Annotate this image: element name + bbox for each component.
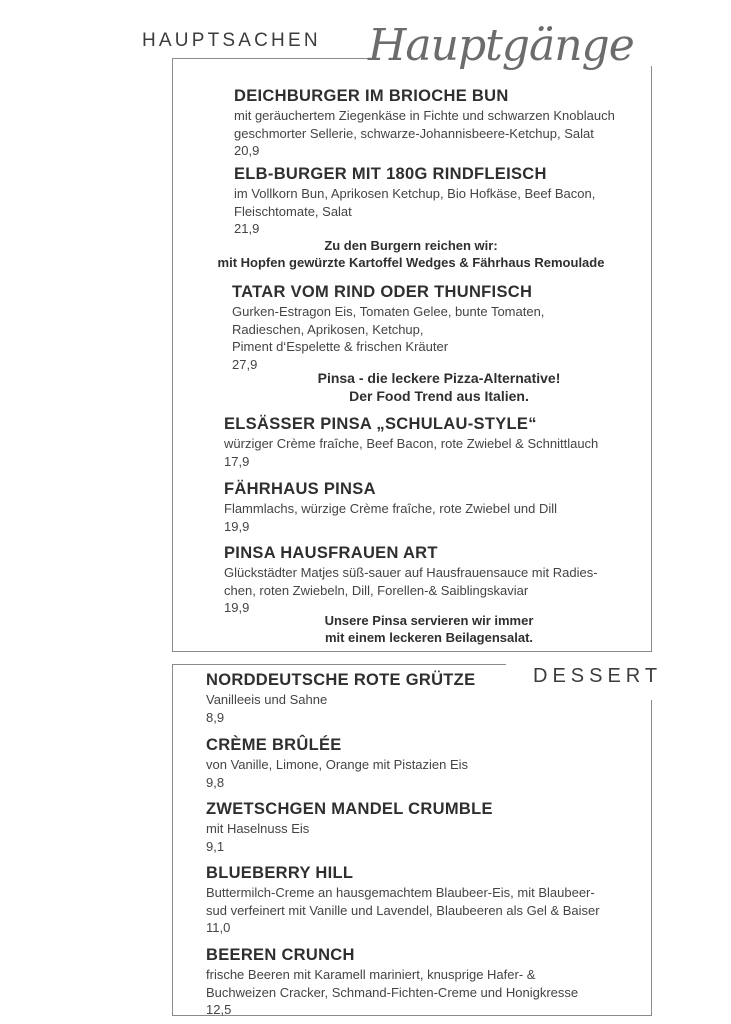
item-title: ELSÄSSER PINSA „SCHULAU-STYLE“	[224, 415, 537, 433]
item-description: von Vanille, Limone, Orange mit Pistazien Eis	[206, 757, 469, 772]
item-description: mit geräuchertem Ziegenkäse in Fichte und schwarzen Knoblauch	[234, 108, 615, 123]
item-description: Vanilleeis und Sahne	[206, 692, 328, 707]
menu-item	[224, 414, 598, 470]
main-script-heading: Hauptgänge	[368, 20, 634, 71]
main-heading: HAUPTSACHEN	[142, 30, 321, 51]
menu-item	[224, 479, 557, 535]
burger-note	[172, 237, 650, 271]
item-description: geschmorter Sellerie, schwarze-Johannisbeere-Ketchup, Salat	[234, 125, 594, 141]
pinsa-note-line: Unsere Pinsa servieren wir immer	[324, 613, 534, 628]
menu-item	[206, 670, 475, 726]
item-price: 11,0	[206, 920, 231, 935]
item-title: TATAR VOM RIND ODER THUNFISCH	[232, 283, 533, 301]
item-description: Buttermilch-Creme an hausgemachtem Blaubeer-Eis, mit Blaubeer-	[206, 885, 595, 900]
item-description: würziger Crème fraîche, Beef Bacon, rote Zwiebel & Schnittlauch	[224, 436, 599, 451]
menu-item	[224, 543, 598, 617]
item-description: sud verfeinert mit Vanille und Lavendel, Blaubeeren als Gel & Baiser	[206, 902, 600, 918]
item-description: Glückstädter Matjes süß-sauer auf Hausfrauensauce mit Radies-	[224, 565, 598, 580]
item-description: im Vollkorn Bun, Aprikosen Ketchup, Bio Hofkäse, Beef Bacon,	[234, 186, 596, 201]
item-description: mit Haselnuss Eis	[206, 821, 310, 836]
menu-item	[206, 863, 600, 937]
item-price: 19,9	[224, 518, 250, 534]
item-price: 12,5	[206, 1002, 232, 1017]
menu-item	[206, 945, 578, 1019]
dessert-heading: DESSERT	[533, 665, 663, 687]
pinsa-intro-line: Pinsa - die leckere Pizza-Alternative!	[317, 370, 561, 386]
item-title: PINSA HAUSFRAUEN ART	[224, 544, 438, 562]
item-description: Buchweizen Cracker, Schmand-Fichten-Creme und Honigkresse	[206, 984, 579, 1000]
menu-item	[234, 164, 595, 238]
item-description: Fleischtomate, Salat	[234, 203, 352, 219]
item-title: CRÈME BRÛLÉE	[206, 736, 342, 754]
item-price: 21,9	[234, 221, 260, 236]
item-description: Flammlachs, würzige Crème fraîche, rote Zwiebel und Dill	[224, 501, 558, 516]
item-price: 20,9	[234, 143, 260, 158]
item-title: ZWETSCHGEN MANDEL CRUMBLE	[206, 800, 493, 818]
item-title: BEEREN CRUNCH	[206, 946, 355, 964]
pinsa-intro	[200, 369, 678, 405]
menu-item	[234, 86, 615, 160]
burger-note-line: Zu den Burgern reichen wir:	[324, 238, 498, 253]
item-title: ELB-BURGER MIT 180G RINDFLEISCH	[234, 165, 547, 183]
item-title: FÄHRHAUS PINSA	[224, 480, 376, 498]
menu-item	[206, 799, 493, 855]
pinsa-note	[190, 612, 668, 646]
item-price: 9,8	[206, 774, 225, 790]
item-price: 8,9	[206, 709, 225, 725]
item-title: NORDDEUTSCHE ROTE GRÜTZE	[206, 671, 476, 689]
item-price: 27,9	[232, 356, 258, 372]
burger-note-line: mit Hopfen gewürzte Kartoffel Wedges & Fährhaus Remoulade	[217, 255, 605, 270]
pinsa-note-line: mit einem leckeren Beilagensalat.	[324, 630, 534, 645]
item-description: chen, roten Zwiebeln, Dill, Forellen-& Saiblingskaviar	[224, 582, 529, 598]
item-description: Gurken-Estragon Eis, Tomaten Gelee, bunte Tomaten,	[232, 304, 545, 319]
item-title: BLUEBERRY HILL	[206, 864, 354, 882]
item-description: Piment d‘Espelette & frischen Kräuter	[232, 339, 449, 354]
pinsa-intro-line: Der Food Trend aus Italien.	[349, 388, 529, 404]
item-description: Radieschen, Aprikosen, Ketchup,	[232, 321, 424, 337]
menu-item	[232, 282, 544, 373]
item-price: 19,9	[224, 600, 250, 615]
item-price: 17,9	[224, 453, 250, 469]
item-description: frische Beeren mit Karamell mariniert, knusprige Hafer- &	[206, 967, 536, 982]
item-price: 9,1	[206, 838, 225, 854]
item-title: DEICHBURGER IM BRIOCHE BUN	[234, 87, 509, 105]
menu-item	[206, 735, 468, 791]
